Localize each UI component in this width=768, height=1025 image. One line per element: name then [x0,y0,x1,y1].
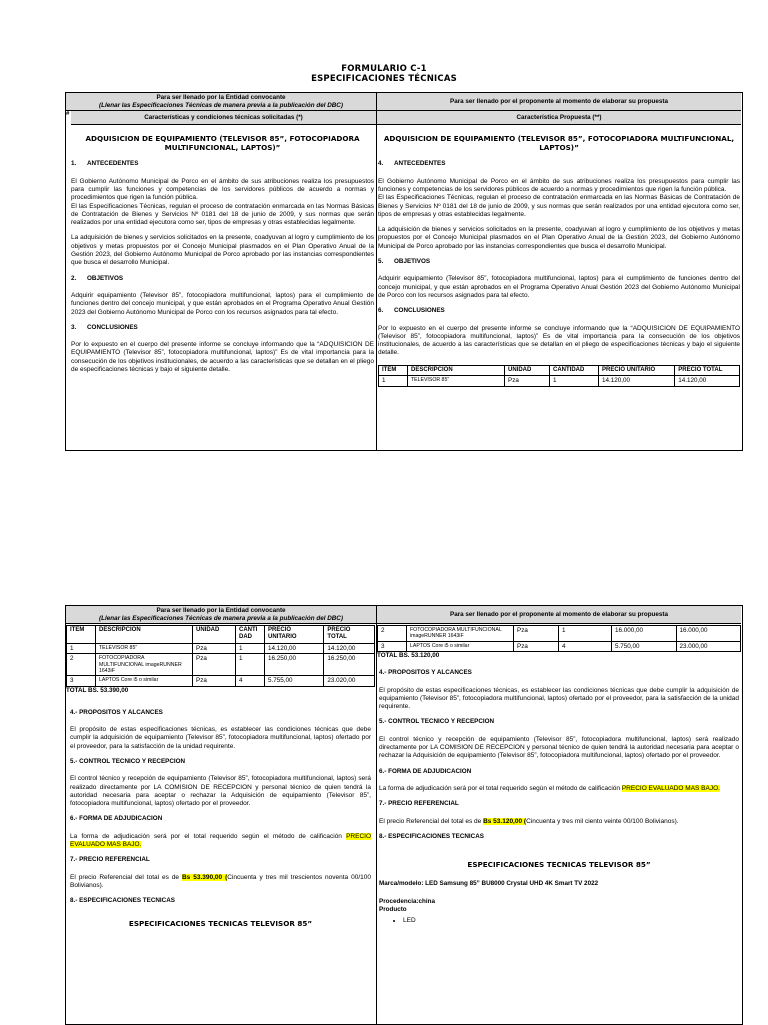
section-number: 4. [378,160,384,168]
text-run: La forma de adjudicación será por el total requerido según el método de calificación [379,784,622,792]
section-control-tecnico: 5.- CONTROL TECNICO Y RECEPCION [70,758,186,765]
paragraph: La adquisición de bienes y servicios solicitados en la presente, coadyuvan al logro y cumplimiento de los objetivos y metas propuestos por el Concejo Municipal plasmados en el Plan Operativo Anual de la Gestión 2023, del Gobierno Autónomo Municipal de Porco aprobado por las instancias correspondientes que busca el desarrollo Municipal. [71,234,374,267]
section-label: CONCLUSIONES [394,307,445,315]
section-forma-adjudicacion: 6.- FORMA DE ADJUDICACION [70,815,163,823]
table-cell: 16.000,00 [676,626,741,642]
highlighted-text: PRECIO EVALUADO MAS BAJO. [70,832,371,849]
table-cell: 3 [378,641,407,651]
brand-model: Marca/modelo: LED Samsung 85” BU8000 Crystal UHD 4K Smart TV 2022 [379,879,599,887]
list-item: • LED [403,917,739,925]
paragraph: El control técnico y recepción de equipamiento (Televisor 85”, fotocopiadora multifuncional, laptos) será realizado directamente por LA COMISION DE RECEPCION y personal técnico de quien tendrá la autoridad necesaria para aceptar o rechazar la Adquisición de equipamiento (Televisor 85”, fotocopiadora multifuncional, laptos) ofertado por el proveedor. [379,735,739,760]
section-precio-referencial: 7.- PRECIO REFERENCIAL [70,856,150,864]
table-cell: 14.120,00 [675,376,740,386]
spec-subtitle: ESPECIFICACIONES TECNICAS TELEVISOR 85” [128,918,313,928]
section-label: ANTECEDENTES [394,160,446,168]
table-total: TOTAL BS. 53.390,00 [66,686,129,694]
paragraph: El Gobierno Autónomo Municipal de Porco en el ámbito de sus atribuciones realiza los presupuestos para cumplir las funciones y competencias de los servidores públicos de acuerdo a normas y procedimientos que rigen la función pública. [71,177,374,202]
paragraph: El control técnico y recepción de equipamiento (Televisor 85”, fotocopiadora multifuncional, laptos) será realizado directamente por LA COMISION DE RECEPCION y personal técnico de quien tendrá la autoridad necesaria para aceptar o rechazar la Adquisición de equipamiento (Televisor 85”, fotocopiadora multifuncional, laptos) ofertado por el proveedor. [70,775,371,808]
highlighted-text: PRECIO EVALUADO MAS BAJO. [621,784,720,792]
table-cell: Pza [514,626,559,642]
paragraph: Por lo expuesto en el cuerpo del presente informe se concluye informando que la “ADQUISICION DE EQUIPAMIENTO (Televisor 85”, fotocopiadora multifuncional, laptos)” Es de vital importancia para la consecución de los objetivos institucionales, de acuerdo a las características que se detallan en el pliego de especificaciones técnicas y bajo el siguiente detalle. [71,341,374,374]
price-table [66,625,375,687]
bidder-header-line: Para ser llenado por el proponente al momento de elaborar su propuesta [450,610,668,618]
table-cell: 4 [236,676,265,686]
paragraph [70,833,371,850]
procurement-title: ADQUISICION DE EQUIPAMIENTO (TELEVISOR 85”, FOTOCOPIADORA MULTIFUNCIONAL, LAPTOS)” [85,134,360,152]
paragraph: El las Especificaciones Técnicas, regulan el proceso de contratación enmarcada en las Normas Básicas de Contratación de Bienes y Servicios Nº 0181 del 18 de junio de 2009, y sus normas que serán realizados por una entidad ejecutora como ser, tipos de empresas y otras establecidas legalmente. [378,194,740,218]
spec-subtitle: ESPECIFICACIONES TECNICAS TELEVISOR 85” [467,860,651,870]
section-label: OBJETIVOS [394,258,431,266]
spec-sheet-page-1 [65,92,743,451]
table-cell: 5.750,00 [612,641,677,651]
column-header: PRECIO UNITARIO [599,365,675,375]
bidder-column-header [377,93,741,111]
section-number: 1. [71,160,77,168]
column-header: UNIDAD [505,365,550,375]
table-row [378,626,741,642]
table-cell: 14.120,00 [265,643,324,653]
section-conclusiones [71,324,374,332]
table-cell: TELEVISOR 85” [408,376,505,386]
paragraph [379,785,739,793]
column-header: UNIDAD [193,626,236,644]
bidder-column-header [377,606,741,624]
entity-column-header [66,606,376,624]
section-number: 6. [378,307,384,315]
entity-specification-column [71,129,374,381]
table-cell: 16.000,00 [612,626,677,642]
table-row [379,376,740,386]
section-label: OBJETIVOS [87,274,124,282]
form-title: FORMULARIO C-1 [341,64,427,74]
product-list [403,917,739,925]
spec-sheet-page-2 [65,605,743,1025]
table-cell: 2 [378,626,407,642]
table-cell: Pza [193,676,236,686]
section-antecedentes [378,160,740,168]
paragraph: Adquirir equipamiento (Televisor 85”, fotocopiadora multifuncional, laptos) para el cumplimiento de funciones dentro del concejo municipal, y que están aprobados en el Programa Operativo Anual Gestión 2023 del Gobierno Autónomo Municipal de Porco con los recursos asignados para tal efecto. [378,275,740,299]
entity-header-line: Para ser llenado por la Entidad convocante [156,93,286,101]
table-cell: 23.020,00 [324,676,375,686]
paragraph: El propósito de estas especificaciones técnicas, es establecer las condiciones técnicas que debe cumplir la adquisición de equipamiento (Televisor 85”, fotocopiadora multifuncional, laptos) ofertado por el proveedor, para la satisfacción de la unidad requirente. [70,726,371,750]
table-total: TOTAL BS. 53.120,00 [377,652,440,659]
text-run: El precio Referencial del total es de [379,817,484,825]
bidder-proposal-column [378,129,740,387]
paragraph: El las Especificaciones Técnicas, regulan el proceso de contratación enmarcada en las Normas Básicas de Contratación de Bienes y Servicios Nº 0181 del 18 de junio de 2009, y sus normas que serán realizados por una entidad ejecutora como ser, tipos de empresas y otras establecidas legalmente. [71,202,374,227]
table-row [67,654,375,676]
table-cell: 5.755,00 [265,676,324,686]
paragraph [70,874,371,891]
bidder-proposal-column [377,625,741,925]
column-header: ITEM [379,365,408,375]
table-cell: 3 [67,676,96,686]
table-cell: FOTOCOPIADORA MULTIFUNCIONAL imageRUNNER 1643iF [407,626,514,642]
section-objetivos [71,275,374,283]
column-header: CANTIDAD [550,365,599,375]
text-run: La forma de adjudicación será por el total requerido según el método de calificación [70,832,347,840]
section-especificaciones: 8.- ESPECIFICACIONES TECNICAS [379,832,484,840]
table-cell: TELEVISOR 85” [96,643,193,653]
form-subtitle: ESPECIFICACIONES TÉCNICAS [311,74,457,84]
table-header-row [379,365,740,375]
section-number: 5. [378,258,384,266]
table-cell: 23.000,00 [676,641,741,651]
section-control-tecnico: 5.- CONTROL TECNICO Y RECEPCION [379,718,495,726]
column-header: PRECIO UNITARIO [265,626,324,644]
table-cell: Pza [514,641,559,651]
text-run: Cincuenta y tres mil trescientos noventa 00/100 Bolivianos). [70,873,371,889]
requested-characteristics-header: Características y condiciones técnicas solicitadas (*) [71,111,376,125]
paragraph: El propósito de estas especificaciones técnicas, es establecer las condiciones técnicas que debe cumplir la adquisición de equipamiento (Televisor 85”, fotocopiadora multifuncional, laptos) ofertado por el proveedor, para la satisfacción de la unidad requirente. [379,686,739,711]
column-divider [376,93,377,450]
entity-column-header [66,93,376,111]
table-cell: 1 [67,643,96,653]
section-label: CONCLUSIONES [87,323,138,331]
paragraph: Adquirir equipamiento (Televisor 85”, fotocopiadora multifuncional, laptos) para el cumplimiento de funciones dentro del concejo municipal, y que están aprobados en el Programa Operativo Anual Gestión 2023 del Gobierno Autónomo Municipal de Porco con los recursos asignados para tal efecto. [71,291,374,316]
column-header: DESCRIPCION [96,626,193,644]
text-run: El precio Referencial del total es de [70,873,182,881]
section-precio-referencial: 7.- PRECIO REFERENCIAL [379,800,459,808]
table-row [67,676,375,686]
column-header: CANTI DAD [236,626,265,644]
proposed-characteristics-header: Característica Propuesta (**) [377,111,741,125]
table-cell: 1 [236,654,265,676]
section-objetivos [378,258,740,266]
table-cell: 1 [236,643,265,653]
paragraph [379,818,739,826]
origin: Procedencia:china [379,898,435,906]
entity-header-note: (Llenar las Especificaciones Técnicas de manera previa a la publicación del DBC) [99,101,343,109]
entity-header-line: Para ser llenado por la Entidad convocante [156,606,286,614]
table-cell: FOTOCOPIADORA MULTIFUNCIONAL imageRUNNER 1643iF [96,654,193,676]
column-header: ITEM [67,626,96,644]
section-number: 2. [71,274,77,282]
highlighted-amount: Bs 53.120,00 ( [483,817,527,825]
procurement-title: ADQUISICION DE EQUIPAMIENTO (TELEVISOR 85”, FOTOCOPIADORA MULTIFUNCIONAL, LAPTOS)” [383,134,735,152]
table-cell: LAPTOS Core i5 o similar [96,676,193,686]
paragraph: La adquisición de bienes y servicios solicitados en la presente, coadyuvan al logro y cumplimiento de los objetivos y metas propuestos por el Concejo Municipal plasmados en el Plan Operativo Anual de la Gestión 2023, del Gobierno Autónomo Municipal de Porco aprobado por las instancias correspondientes que busca el desarrollo Municipal. [378,226,740,250]
column-header: PRECIO TOTAL [675,365,740,375]
hash-column-label: # [66,111,70,117]
table-cell: Pza [193,654,236,676]
table-cell: Pza [505,376,550,386]
section-forma-adjudicacion: 6.- FORMA DE ADJUDICACION [379,767,472,775]
product-heading: Producto [379,906,407,914]
table-row [67,643,375,653]
bidder-header-line: Para ser llenado por el proponente al momento de elaborar su propuesta [450,97,668,105]
table-cell: 1 [559,626,612,642]
section-label: ANTECEDENTES [87,160,139,168]
paragraph: Por lo expuesto en el cuerpo del presente informe se concluye informando que la “ADQUISICION DE EQUIPAMIENTO (Televisor 85”, fotocopiadora multifuncional, laptos)” Es de vital importancia para la consecución de los objetivos institucionales, de acuerdo a las características que se detallan en el pliego de especificaciones técnicas y bajo el siguiente detalle. [378,324,740,357]
table-cell: 2 [67,654,96,676]
column-header: PRECIO TOTAL [324,626,375,644]
table-cell: 14.120,00 [324,643,375,653]
section-conclusiones [378,307,740,315]
section-propositos: 4.- PROPOSITOS Y ALCANCES [379,669,472,677]
entity-specification-column [66,625,375,936]
paragraph: El Gobierno Autónomo Municipal de Porco en el ámbito de sus atribuciones realiza los presupuestos para cumplir las funciones y competencias de los servidores públicos de acuerdo a normas y procedimientos que rigen la función pública. [378,177,740,193]
price-table [377,625,741,652]
table-cell: 1 [550,376,599,386]
highlighted-amount: Bs 53.390,00 ( [181,873,228,881]
price-table [378,365,740,387]
section-number: 3. [71,323,77,331]
table-header-row [67,626,375,644]
section-especificaciones: 8.- ESPECIFICACIONES TECNICAS [70,897,175,905]
text-run: Cincuenta y tres mil ciento veinte 00/100 Bolivianos). [526,817,679,825]
entity-header-note: (Llenar las Especificaciones Técnicas de manera previa a la publicación del DBC) [99,614,343,622]
column-header: DESCRIPCION [408,365,505,375]
section-propositos: 4.- PROPOSITOS Y ALCANCES [70,708,163,716]
table-cell: 16.250,00 [265,654,324,676]
table-cell: 4 [559,641,612,651]
table-cell: Pza [193,643,236,653]
table-cell: LAPTOS Core i5 o similar [407,641,514,651]
table-cell: 1 [379,376,408,386]
table-row [378,641,741,651]
table-cell: 16.250,00 [324,654,375,676]
section-antecedentes [71,160,374,168]
table-cell: 14.120,00 [599,376,675,386]
